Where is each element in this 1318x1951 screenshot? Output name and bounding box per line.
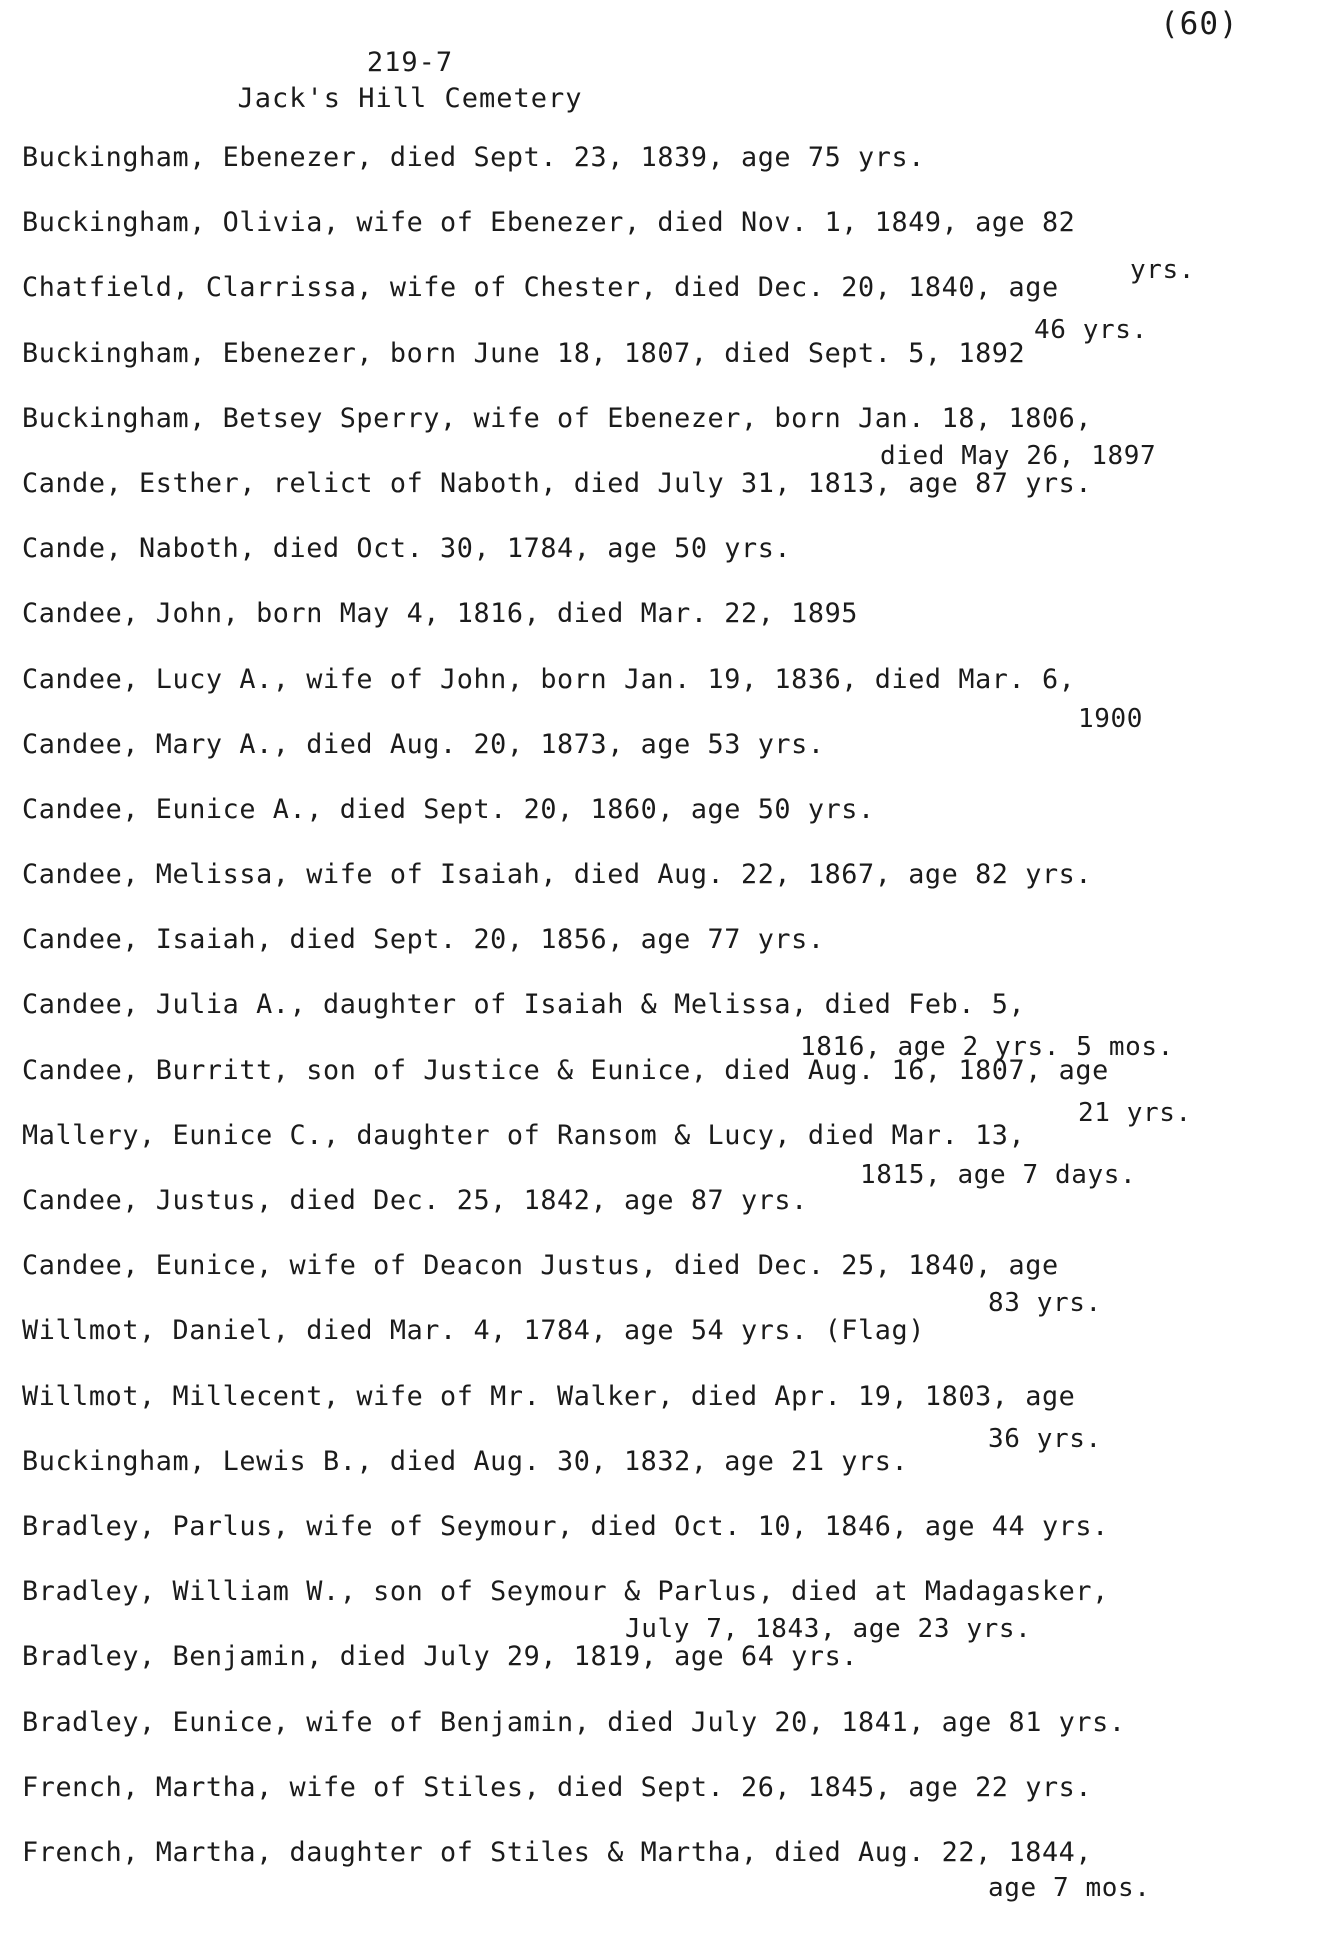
entry-text: Bradley, William W., son of Seymour & Parlus, died at Madagasker, (22, 1576, 1109, 1608)
entry-text: Bradley, Parlus, wife of Seymour, died Oct. 10, 1846, age 44 yrs. (22, 1510, 1109, 1542)
burial-entry (22, 596, 1302, 661)
entry-continuation: 1815, age 7 days. (860, 1159, 1137, 1190)
entry-continuation: 1900 (1078, 703, 1144, 734)
burial-entry (22, 1183, 1302, 1248)
entry-text: Candee, Lucy A., wife of John, born Jan. 19, 1836, died Mar. 6, (22, 663, 1076, 695)
entry-text: Candee, Isaiah, died Sept. 20, 1856, age 77 yrs. (22, 924, 825, 956)
burial-entry (22, 662, 1302, 734)
burial-entry (22, 531, 1302, 596)
burial-entry (22, 1705, 1302, 1770)
entry-continuation: yrs. (1130, 255, 1196, 286)
burial-entry (22, 792, 1302, 857)
entry-text: Candee, Eunice, wife of Deacon Justus, died Dec. 25, 1840, age (22, 1250, 1059, 1282)
header-title: Jack's Hill Cemetery (237, 83, 583, 114)
entry-text: Bradley, Benjamin, died July 29, 1819, age 64 yrs. (22, 1641, 859, 1673)
entry-text: Chatfield, Clarrissa, wife of Chester, died Dec. 20, 1840, age (22, 272, 1059, 304)
entry-text: Buckingham, Ebenezer, born June 18, 1807, died Sept. 5, 1892 (22, 337, 1026, 369)
burial-entry (22, 1835, 1302, 1903)
entry-text: Candee, Eunice A., died Sept. 20, 1860, age 50 yrs. (22, 793, 875, 825)
entry-text: Willmot, Millecent, wife of Mr. Walker, died Apr. 19, 1803, age (22, 1380, 1076, 1412)
burial-entry (22, 1118, 1302, 1190)
entry-continuation: 21 yrs. (1078, 1097, 1192, 1128)
entry-text: Buckingham, Lewis B., died Aug. 30, 1832, age 21 yrs. (22, 1445, 909, 1477)
entry-text: Candee, Justus, died Dec. 25, 1842, age 87 yrs. (22, 1185, 808, 1216)
entry-continuation: 36 yrs. (988, 1423, 1102, 1454)
burial-entry (22, 1379, 1302, 1454)
entry-continuation: died May 26, 1897 (880, 440, 1157, 471)
entry-continuation: 83 yrs. (988, 1288, 1102, 1319)
entry-continuation: 46 yrs. (1034, 315, 1148, 346)
entry-text: Buckingham, Olivia, wife of Ebenezer, died Nov. 1, 1849, age 82 (22, 207, 1076, 239)
header-code: 219-7 (366, 47, 454, 78)
burial-entry (22, 401, 1302, 471)
entry-text: French, Martha, wife of Stiles, died Sept. 26, 1845, age 22 yrs. (22, 1771, 1093, 1803)
burial-entry (22, 270, 1302, 346)
burial-entry (22, 140, 1302, 205)
burial-entry (22, 1248, 1302, 1319)
entry-continuation: 1816, age 2 yrs. 5 mos. (800, 1032, 1174, 1063)
entry-continuation: age 7 mos. (988, 1872, 1151, 1903)
entry-text: Candee, Mary A., died Aug. 20, 1873, age 53 yrs. (22, 728, 825, 760)
entry-text: Bradley, Eunice, wife of Benjamin, died July 20, 1841, age 81 yrs. (22, 1706, 1126, 1738)
entry-text: Candee, Julia A., daughter of Isaiah & Melissa, died Feb. 5, (22, 989, 1026, 1021)
burial-entry (22, 1639, 1302, 1704)
entry-text: Cande, Esther, relict of Naboth, died July 31, 1813, age 87 yrs. (22, 467, 1093, 499)
burial-entry (22, 466, 1302, 531)
burial-entry (22, 336, 1302, 401)
entry-text: Candee, John, born May 4, 1816, died Mar. 22, 1895 (22, 598, 859, 630)
burial-entry (22, 1509, 1302, 1574)
burial-entry (22, 987, 1302, 1063)
entry-text: Cande, Naboth, died Oct. 30, 1784, age 50 yrs. (22, 533, 792, 565)
document-header (0, 45, 820, 117)
burial-entries-list (22, 140, 1302, 1903)
entry-continuation: July 7, 1843, age 23 yrs. (625, 1614, 1032, 1645)
burial-entry (22, 1053, 1302, 1128)
burial-entry (22, 1770, 1302, 1835)
entry-text: Mallery, Eunice C., daughter of Ransom & Lucy, died Mar. 13, (22, 1119, 1026, 1151)
page-number: (60) (1160, 6, 1239, 42)
burial-entry (22, 1444, 1302, 1509)
burial-entry (22, 857, 1302, 922)
entry-text: Candee, Burritt, son of Justice & Eunice, died Aug. 16, 1807, age (22, 1054, 1109, 1086)
entry-text: Candee, Melissa, wife of Isaiah, died Aug. 22, 1867, age 82 yrs. (22, 859, 1093, 891)
burial-entry (22, 1574, 1302, 1645)
burial-entry (22, 922, 1302, 987)
entry-text: Willmot, Daniel, died Mar. 4, 1784, age 54 yrs. (Flag) (22, 1315, 925, 1347)
burial-entry (22, 205, 1302, 286)
entry-text: Buckingham, Betsey Sperry, wife of Ebenezer, born Jan. 18, 1806, (22, 402, 1093, 434)
burial-entry (22, 727, 1302, 792)
burial-entry (22, 1313, 1302, 1378)
entry-text: Buckingham, Ebenezer, died Sept. 23, 1839, age 75 yrs. (22, 142, 925, 173)
entry-text: French, Martha, daughter of Stiles & Martha, died Aug. 22, 1844, (22, 1836, 1093, 1868)
